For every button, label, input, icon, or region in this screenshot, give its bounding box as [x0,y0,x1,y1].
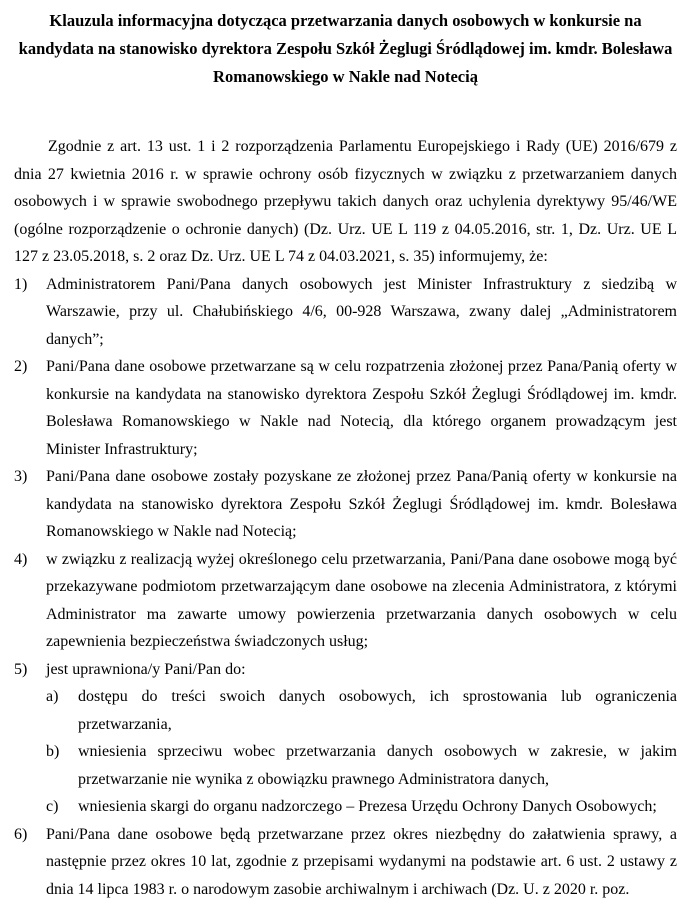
list-item-4-text: w związku z realizacją wyżej określonego celu przetwarzania, Pani/Pana dane osobowe mogą być przekazywane podmiotom przetwarzającym dane osobowe na zlecenia Administratora, z którymi Administrator ma zawarte umowy powierzenia przetwarzania danych osobowych w celu zapewnienia bezpieczeństwa świadczonych usług; [46,550,677,650]
list-item-5a [14,683,677,738]
list-item-4 [14,546,677,656]
list-item-1 [14,271,677,354]
list-item-1-number: 1) [14,275,28,293]
list-item-5-text: jest uprawniona/y Pani/Pan do: [46,660,246,678]
list-item-5b-text: wniesienia sprzeciwu wobec przetwarzania danych osobowych w zakresie, w jakim przetwarzanie nie wynika z obowiązku prawnego Administratora danych, [78,743,677,788]
list-item-5-number: 5) [14,660,28,678]
list-item-5b [14,738,677,793]
list-item-3 [14,463,677,546]
list-item-3-text: Pani/Pana dane osobowe zostały pozyskane ze złożonej przez Pana/Panią oferty w konkursie na kandydata na stanowisko dyrektora Zespołu Szkół Żeglugi Śródlądowej im. kmdr. Bolesława Romanowskiego w Nakle nad Notecią; [46,468,677,540]
list-item-5a-text: dostępu do treści swoich danych osobowych, ich sprostowania lub ograniczenia przetwarzania, [78,688,677,733]
list-item-4-number: 4) [14,550,28,568]
list-item-6-number: 6) [14,825,28,843]
document-title: Klauzula informacyjna dotycząca przetwarzania danych osobowych w konkursie na kandydata na stanowisko dyrektora Zespołu Szkół Żeglugi Śródlądowej im. kmdr. Bolesława Romanowskiego w Nakle nad Notecią [18,11,673,86]
list-item-5a-letter: a) [46,688,59,705]
list-item-2 [14,353,677,463]
list-item-6 [14,821,677,901]
list-item-5c-text: wniesienia skargi do organu nadzorczego – Prezesa Urzędu Ochrony Danych Osobowych; [78,798,657,815]
list-item-5c [14,793,677,821]
list-item-6-text: Pani/Pana dane osobowe będą przetwarzane przez okres niezbędny do załatwienia sprawy, a następnie przez okres 10 lat, zgodnie z przepisami wydanymi na podstawie art. 6 ust. 2 ustawy z dnia 14 lipca 1983 r. o narodowym zasobie archiwalnym i archiwach (Dz. U. z 2020 r. poz. [46,825,677,898]
list-item-2-text: Pani/Pana dane osobowe przetwarzane są w celu rozpatrzenia złożonej przez Pana/Panią oferty w konkursie na kandydata na stanowisko dyrektora Zespołu Szkół Żeglugi Śródlądowej im. kmdr. Bolesława Romanowskiego w Nakle nad Notecią, dla którego organem prowadzącym jest Minister Infrastruktury; [46,358,677,458]
list-item-5c-letter: c) [46,798,59,815]
list-item-1-text: Administratorem Pani/Pana danych osobowych jest Minister Infrastruktury z siedzibą w Warszawie, przy ul. Chałubińskiego 4/6, 00-928 Warszawa, zwany dalej „Administratorem danych”; [46,275,677,348]
list-item-3-number: 3) [14,468,28,485]
list-item-5b-letter: b) [46,743,60,760]
list-item-5 [14,656,677,684]
intro-paragraph: Zgodnie z art. 13 ust. 1 i 2 rozporządzenia Parlamentu Europejskiego i Rady (UE) 2016/679 z dnia 27 kwietnia 2016 r. w sprawie ochrony osób fizycznych w związku z przetwarzaniem danych osobowych i w sprawie swobodnego przepływu takich danych oraz uchylenia dyrektywy 95/46/WE (ogólne rozporządzenie o ochronie danych) (Dz. Urz. UE L 119 z 04.05.2016, str. 1, Dz. Urz. UE L 127 z 23.05.2018, s. 2 oraz Dz. Urz. UE L 74 z 04.03.2021, s. 35) informujemy, że: [14,138,677,265]
list-item-2-number: 2) [14,358,28,375]
